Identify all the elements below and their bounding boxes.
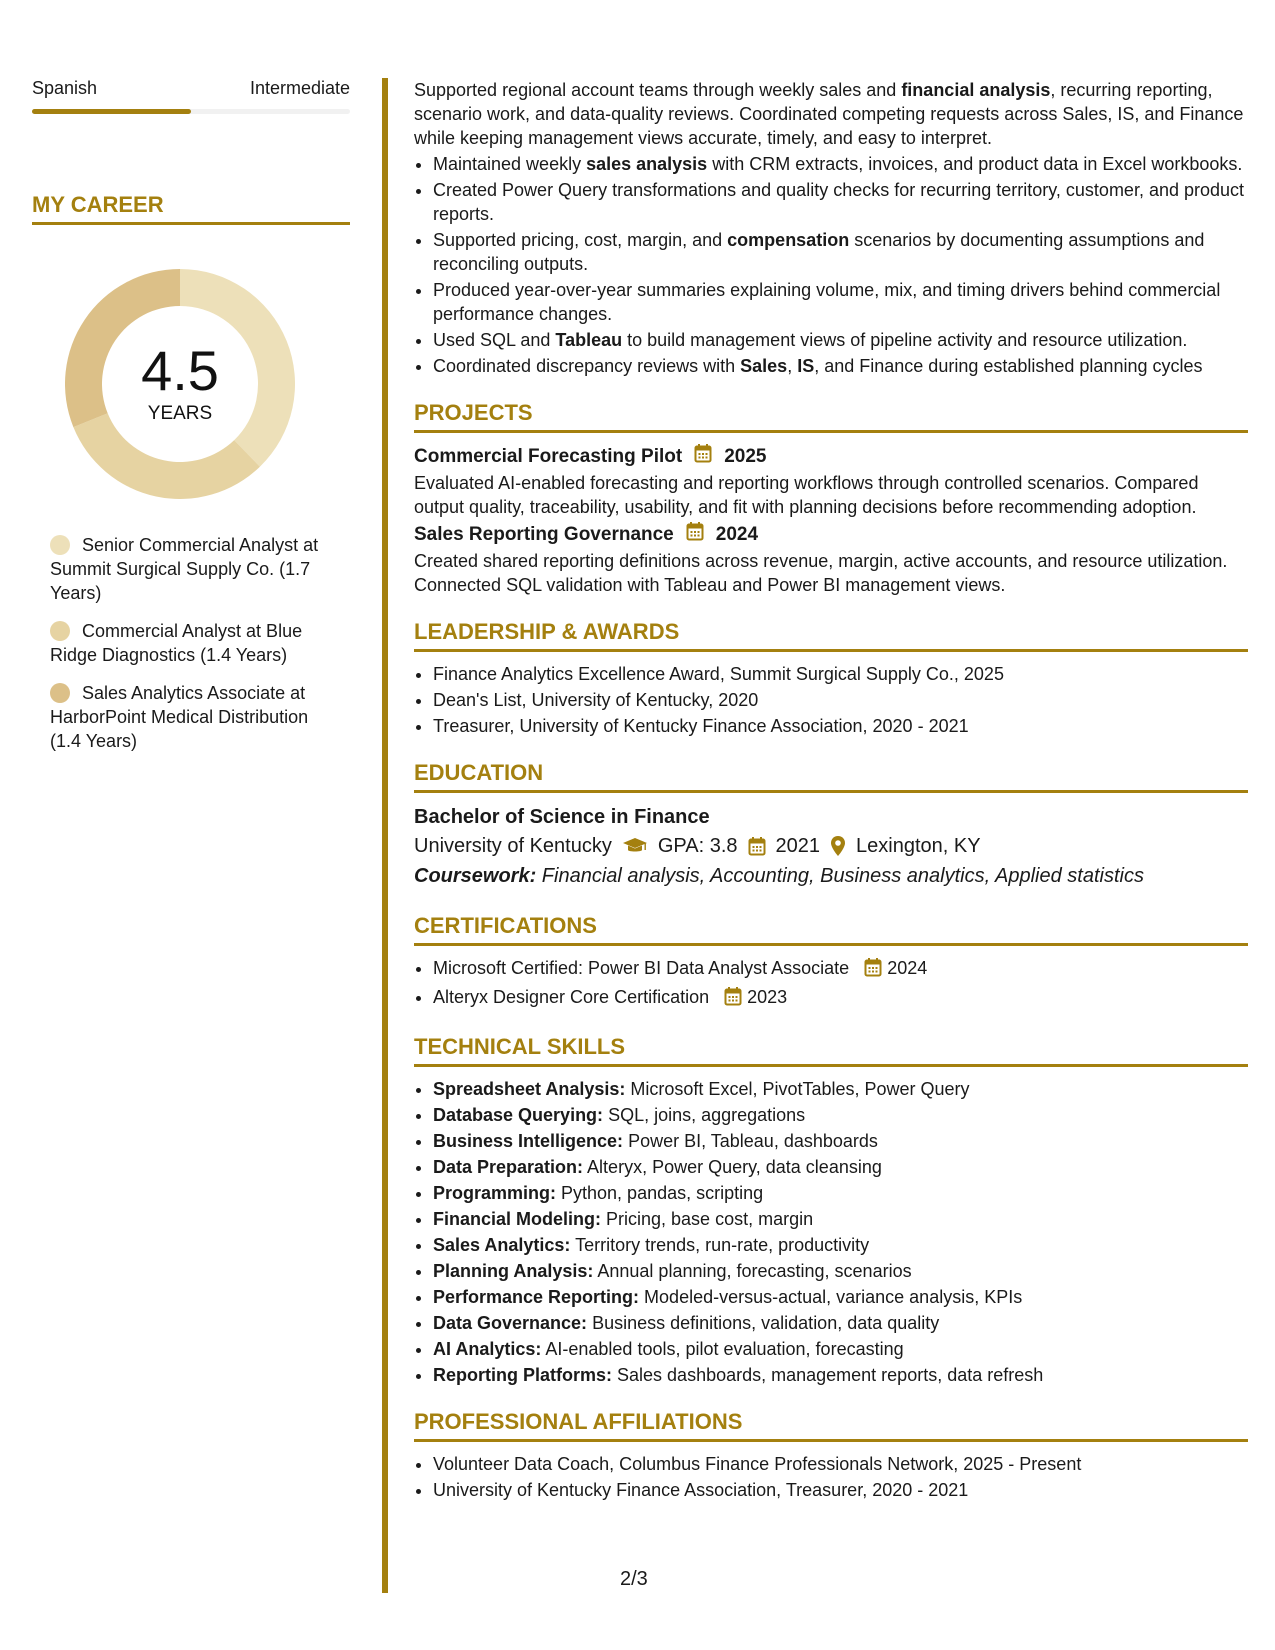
cert-year: 2023 bbox=[747, 987, 788, 1007]
language-name: Spanish bbox=[32, 78, 98, 98]
right-column bbox=[414, 78, 1248, 1504]
list-item: • Planning Analysis: Annual planning, forecasting, scenarios bbox=[433, 1259, 1248, 1283]
project-year: 2024 bbox=[715, 524, 759, 545]
legend-dot bbox=[50, 621, 70, 641]
list-item: • Data Governance: Business definitions, validation, data quality bbox=[433, 1311, 1248, 1335]
experience-summary: Supported regional account teams through weekly sales and financial analysis, recurring reporting, scenario work, and data-quality reviews. Coordinated competing requests across Sales, IS, and Finance while keeping management views accurate, timely, and easy to interpret. bbox=[414, 80, 1244, 148]
calendar-icon bbox=[694, 443, 712, 471]
list-item: • Treasurer, University of Kentucky Finance Association, 2020 - 2021 bbox=[433, 714, 1248, 738]
career-heading: MY CAREER bbox=[32, 192, 350, 225]
leadership-list bbox=[414, 662, 1248, 738]
list-item: • Financial Modeling: Pricing, base cost, margin bbox=[433, 1207, 1248, 1231]
affiliations-list bbox=[414, 1452, 1248, 1502]
list-item: • Used SQL and Tableau to build management views of pipeline activity and resource utilization. bbox=[433, 328, 1248, 352]
career-legend bbox=[50, 533, 340, 753]
list-item: • Maintained weekly sales analysis with CRM extracts, invoices, and product data in Excel workbooks. bbox=[433, 152, 1248, 176]
list-item: • Programming: Python, pandas, scripting bbox=[433, 1181, 1248, 1205]
page-number: 2/3 bbox=[620, 1568, 648, 1590]
experience-bullets bbox=[414, 152, 1248, 378]
career-total: 4.5 bbox=[141, 339, 219, 402]
school: University of Kentucky bbox=[414, 835, 612, 857]
career-unit: YEARS bbox=[147, 403, 213, 424]
list-item: • Database Querying: SQL, joins, aggregations bbox=[433, 1103, 1248, 1127]
list-item: • Produced year-over-year summaries explaining volume, mix, and timing drivers behind commercial performance changes. bbox=[433, 278, 1248, 326]
skills-list bbox=[414, 1077, 1248, 1387]
list-item: • Sales Analytics: Territory trends, run-rate, productivity bbox=[433, 1233, 1248, 1257]
legend-item bbox=[50, 681, 340, 753]
language-row bbox=[32, 78, 350, 99]
list-item: • Created Power Query transformations and quality checks for recurring territory, customer, and product reports. bbox=[433, 178, 1248, 226]
list-item: • Coordinated discrepancy reviews with Sales, IS, and Finance during established planning cycles bbox=[433, 354, 1248, 378]
location: Lexington, KY bbox=[856, 835, 981, 857]
legend-dot bbox=[50, 535, 70, 555]
list-item: • Microsoft Certified: Power BI Data Analyst Associate 2024 bbox=[433, 956, 1248, 983]
calendar-icon bbox=[748, 836, 766, 856]
affiliations-heading: PROFESSIONAL AFFILIATIONS bbox=[414, 1409, 1248, 1442]
location-pin-icon bbox=[830, 835, 846, 857]
list-item: • Volunteer Data Coach, Columbus Finance Professionals Network, 2025 - Present bbox=[433, 1452, 1248, 1476]
language-bar-fill bbox=[32, 109, 191, 114]
education-heading: EDUCATION bbox=[414, 760, 1248, 793]
list-item: • Spreadsheet Analysis: Microsoft Excel, PivotTables, Power Query bbox=[433, 1077, 1248, 1101]
legend-item bbox=[50, 619, 340, 667]
language-bar bbox=[32, 109, 350, 114]
degree: Bachelor of Science in Finance bbox=[414, 806, 710, 828]
project-description: Created shared reporting definitions across revenue, margin, active accounts, and resource utilization. Connected SQL validation with Tableau and Power BI management views. bbox=[414, 551, 1228, 595]
language-level: Intermediate bbox=[249, 78, 350, 98]
list-item: • Supported pricing, cost, margin, and compensation scenarios by documenting assumptions and reconciling outputs. bbox=[433, 228, 1248, 276]
certifications-list bbox=[414, 956, 1248, 1012]
legend-item bbox=[50, 533, 340, 605]
leadership-heading: LEADERSHIP & AWARDS bbox=[414, 619, 1248, 652]
project-description: Evaluated AI-enabled forecasting and reporting workflows through controlled scenarios. Compared output quality, traceability, usability, and fit with planning decisions before recommending adoption. bbox=[414, 473, 1199, 517]
list-item: • Performance Reporting: Modeled-versus-actual, variance analysis, KPIs bbox=[433, 1285, 1248, 1309]
list-item: • University of Kentucky Finance Association, Treasurer, 2020 - 2021 bbox=[433, 1478, 1248, 1502]
list-item: • Alteryx Designer Core Certification 2023 bbox=[433, 985, 1248, 1012]
project-title: Sales Reporting Governance 2024 bbox=[414, 521, 1248, 549]
calendar-icon bbox=[686, 521, 704, 549]
projects-heading: PROJECTS bbox=[414, 400, 1248, 433]
calendar-icon bbox=[724, 986, 742, 1012]
career-donut bbox=[65, 269, 295, 499]
graduation-year: 2021 bbox=[775, 835, 821, 857]
gpa: GPA: 3.8 bbox=[657, 835, 738, 857]
skills-heading: TECHNICAL SKILLS bbox=[414, 1034, 1248, 1067]
legend-label: Sales Analytics Associate at HarborPoint Medical Distribution (1.4 Years) bbox=[50, 683, 309, 751]
legend-label: Commercial Analyst at Blue Ridge Diagnostics (1.4 Years) bbox=[50, 621, 303, 665]
legend-dot bbox=[50, 683, 70, 703]
list-item: • Dean's List, University of Kentucky, 2020 bbox=[433, 688, 1248, 712]
calendar-icon bbox=[864, 957, 882, 983]
list-item: • AI Analytics: AI-enabled tools, pilot evaluation, forecasting bbox=[433, 1337, 1248, 1361]
education-details bbox=[414, 831, 1248, 861]
graduation-cap-icon bbox=[622, 837, 648, 855]
list-item: • Reporting Platforms: Sales dashboards, management reports, data refresh bbox=[433, 1363, 1248, 1387]
cert-year: 2024 bbox=[887, 958, 928, 978]
list-item: • Business Intelligence: Power BI, Tableau, dashboards bbox=[433, 1129, 1248, 1153]
column-divider bbox=[382, 78, 388, 1593]
certifications-heading: CERTIFICATIONS bbox=[414, 913, 1248, 946]
project-title: Commercial Forecasting Pilot 2025 bbox=[414, 443, 1248, 471]
left-column bbox=[32, 78, 350, 767]
coursework: Coursework: Financial analysis, Accounting, Business analytics, Applied statistics bbox=[414, 865, 1144, 887]
list-item: • Data Preparation: Alteryx, Power Query, data cleansing bbox=[433, 1155, 1248, 1179]
legend-label: Senior Commercial Analyst at Summit Surgical Supply Co. (1.7 Years) bbox=[50, 535, 319, 603]
list-item: • Finance Analytics Excellence Award, Summit Surgical Supply Co., 2025 bbox=[433, 662, 1248, 686]
project-year: 2025 bbox=[724, 446, 767, 467]
